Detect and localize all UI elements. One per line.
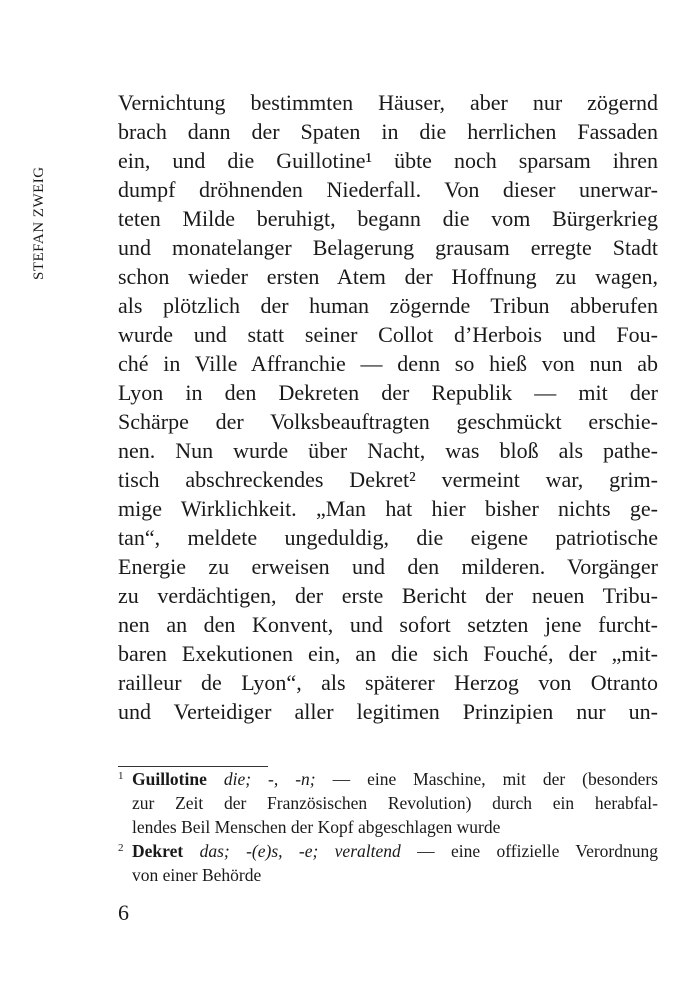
text-line: Vernichtung bestimmten Häuser, aber nur zögernd — [118, 90, 658, 115]
footnote-2-line-1 — [118, 839, 658, 863]
text-line: tan“, meldete ungeduldig, die eigene patriotische — [118, 525, 658, 550]
footnote-1-line-3: lendes Beil Menschen der Kopf abgeschlagen wurde — [132, 817, 501, 837]
footnote-term: Dekret — [132, 841, 184, 861]
text-line: teten Milde beruhigt, begann die vom Bürgerkrieg — [118, 206, 658, 231]
text-line: und monatelanger Belagerung grausam erregte Stadt — [118, 235, 658, 260]
text-line: Schärpe der Volksbeauftragten geschmückt erschie- — [118, 409, 658, 434]
text-line: nen. Nun wurde über Nacht, was bloß als pathe- — [118, 438, 658, 463]
footnote-number: 1 — [118, 770, 124, 782]
text-line: ein, und die Guillotine¹ übte noch sparsam ihren — [118, 148, 658, 173]
text-line: baren Exekutionen ein, an die sich Fouché, der „mit- — [118, 641, 658, 666]
footnote-grammar: die; -, -n; — [223, 769, 316, 789]
page-number: 6 — [118, 900, 129, 925]
footnote-1-line-2: zur Zeit der Französischen Revolution) durch ein herabfal- — [132, 793, 658, 813]
footnotes — [118, 767, 658, 887]
footnote-number: 2 — [118, 842, 124, 854]
text-line: Lyon in den Dekreten der Republik — mit der — [118, 380, 658, 405]
text-line: zu verdächtigen, der erste Bericht der neuen Tribu- — [118, 583, 658, 608]
footnote-term: Guillotine — [132, 769, 207, 789]
text-line: und Verteidiger aller legitimen Prinzipien nur un- — [118, 699, 658, 724]
text-line: tisch abschreckendes Dekret² vermeint war, grim- — [118, 467, 658, 492]
text-line: mige Wirklichkeit. „Man hat hier bisher nichts ge- — [118, 496, 658, 521]
text-line: als plötzlich der human zögernde Tribun abberufen — [118, 293, 658, 318]
footnote-text: — eine offizielle Verordnung — [400, 841, 659, 861]
running-head-author: STEFAN ZWEIG — [31, 166, 47, 280]
body-text — [118, 88, 658, 726]
text-line: ché in Ville Affranchie — denn so hieß von nun ab — [118, 351, 658, 376]
text-line: schon wieder ersten Atem der Hoffnung zu wagen, — [118, 264, 658, 289]
text-line: Energie zu erweisen und den milderen. Vorgänger — [118, 554, 658, 579]
footnote-text: — eine Maschine, mit der (besonders — [315, 769, 658, 789]
footnote-grammar: das; -(e)s, -e; veraltend — [199, 841, 401, 861]
text-line: dumpf dröhnenden Niederfall. Von dieser unerwar- — [118, 177, 658, 202]
text-line: railleur de Lyon“, als späterer Herzog von Otranto — [118, 670, 658, 695]
footnote-1-line-1 — [118, 767, 658, 791]
text-line: wurde und statt seiner Collot d’Herbois und Fou- — [118, 322, 658, 347]
footnote-2-line-2: von einer Behörde — [132, 865, 262, 885]
text-line: nen an den Konvent, und sofort setzten jene furcht- — [118, 612, 658, 637]
text-line: brach dann der Spaten in die herrlichen Fassaden — [118, 119, 658, 144]
